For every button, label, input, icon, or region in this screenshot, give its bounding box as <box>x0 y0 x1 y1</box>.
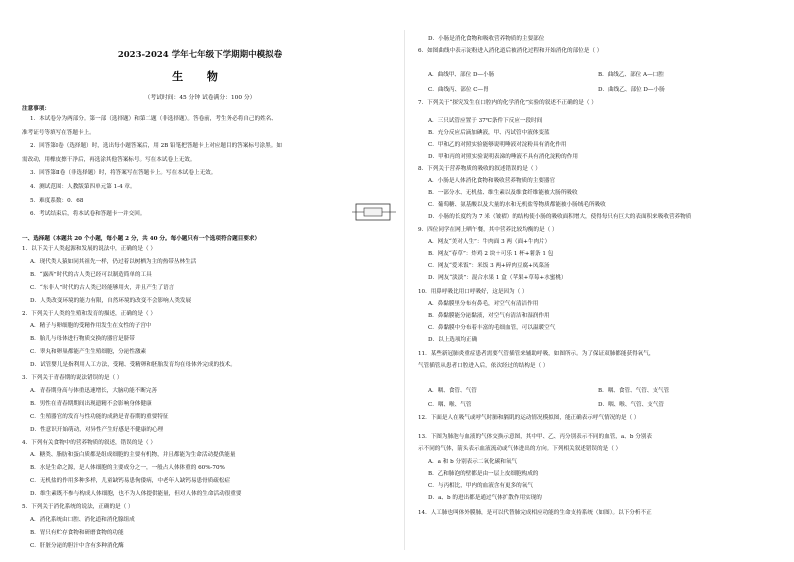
answer-option: C．鼻黏膜中分布着丰富的毛细血管，可以温暖空气 <box>428 325 556 331</box>
note-line: 需改动，用橡皮擦干净后，再选涂其他答案标号。写在本试卷上无效。 <box>22 156 196 163</box>
answer-option: A．a 和 b 分别表示二氧化碳和氧气 <box>428 459 518 465</box>
answer-option: D．甲和丙的对照实验说明表涕的唾液不具有消化淀粉的作用 <box>428 154 578 160</box>
answer-option: D．试管婴儿是指利用人工方法，受精、受精卵和胚胎发育均在母体外完成的技术。 <box>30 362 236 369</box>
diagram-inner <box>364 208 382 216</box>
subject-title: 生 物 <box>172 70 228 83</box>
note-line: 1．本试卷分为两部分。第一部（选择题）和第二题（非选择题）。答卷前，考生务必将自己的姓名、 <box>30 116 277 122</box>
answer-option: A．网友“美对人生”：牛肉面 3 两（面+牛肉片） <box>428 239 551 245</box>
answer-option: C．“东非人”时代的古人类已经能够用火，并且产生了语言 <box>30 284 175 291</box>
answer-option: B．水是生命之源，是人体细胞的主要成分之一，一般占人体体重的 60%-70% <box>30 465 225 472</box>
note-line: 准考证号等填写在答题卡上。 <box>22 129 95 136</box>
question-stem: 10．用鼻呼吸比用口呼吸好，这是因为（ ） <box>418 289 528 295</box>
notes-heading: 注意事项： <box>22 106 50 112</box>
answer-option: A．现代类人猿如同其祖先一样，仍过着以树栖为主的热带丛林生活 <box>30 258 197 265</box>
answer-option: B．曲线乙、部位 A—口腔 <box>598 72 664 78</box>
answer-option: D．曲线乙、部位 D—小肠 <box>598 87 665 93</box>
answer-option: C．无机盐的作用多种多样，儿童缺钙易患佝偻病，中老年人缺钙易患骨质疏松症 <box>30 478 231 485</box>
answer-option: B．一部分水、无机盐、维生素以及维食纤维能被大肠所吸收 <box>428 190 578 196</box>
answer-option: D．a、b 的进出都是通过气体扩散作用实现的 <box>428 495 542 501</box>
answer-option: B．充分反应后滴加碘液，甲、丙试管中液体变蓝 <box>428 130 550 136</box>
answer-option: D．以上选项均正确 <box>428 337 478 343</box>
answer-option: A．小肠是人体消化食物和吸收营养物质的主要器官 <box>428 178 556 184</box>
answer-option: C．生殖器官的发育与性功能的成熟是青春期的重要特征 <box>30 413 169 420</box>
answer-option: B．咽、食管、气管、支气管 <box>598 388 670 394</box>
answer-option: D．咽、喉、气管、支气管 <box>598 402 665 408</box>
section-one-heading: 一、选择题（本题共 20 个小题，每小题 2 分，共 40 分。每小题只有一个选项符合题目要求） <box>22 236 261 242</box>
right-column <box>412 0 794 562</box>
answer-option: C．咽、喉、气管 <box>428 402 472 408</box>
question-stem: 5．下列关于消化系统的说法，正确的是（ ） <box>22 504 134 510</box>
exam-title: 2023-2024 学年七年级下学期期中模拟卷 <box>117 50 283 60</box>
answer-option: B．网友“春草”：炸鸡 2 块＋可乐 1 杯+薯条 1 包 <box>428 251 554 257</box>
answer-option: B．男性在青春期期间出现遗精不会影响身体健康 <box>30 400 152 407</box>
question-stem: 13．下图为肺泡与血液的气体交换示意图，其中甲、乙、丙分别表示不同的血管，a、b 分别表 <box>418 434 652 440</box>
answer-option: B．胃只有贮存食物和研磨食物的功能 <box>30 529 124 536</box>
answer-option: 示不同的气体，箭头表示血液流动或气体进出的方向。下列相关叙述错误的是（ ） <box>418 446 622 452</box>
answer-option: C．与丙相比，甲内的血液含有更多的氧气 <box>428 483 533 489</box>
question-stem: 7．下列关于“探究发生在口腔内的化学消化”实验的叙述不正确的是（ ） <box>418 100 597 106</box>
question-stem: 3．下列关于青春期的说法错误的是（ ） <box>22 375 123 381</box>
question-stem: 4．下列有关食物中的营养物质的叙述，错误的是（ ） <box>22 439 156 446</box>
answer-option: C．网友“爱米饭”：米饭 3 两+碎肉豆腐+凤菜汤 <box>428 263 550 269</box>
answer-option: B．“露西”时代的古人类已经可以制造简单的工具 <box>30 271 152 278</box>
note-line: 3．回答第Ⅱ卷（非选择题）时，将答案写在答题卡上。写在本试卷上无效。 <box>30 170 217 177</box>
answer-option: A．咽、食管、气管 <box>428 388 477 394</box>
note-line: 5．难度系数：0．68 <box>30 197 84 204</box>
question-stem: 11．某些新冠肺炎重症患者需要气管插管来辅助呼吸，如图所示。为了保证双肺都能获得氧气， <box>418 351 655 357</box>
answer-option: A．鼻黏膜里分布有鼻毛，对空气有清洁作用 <box>428 301 539 307</box>
answer-option: D．性意识开始萌动，对异性产生好感是不健康的心理 <box>30 426 164 433</box>
answer-option: D．网友“淡淡”：混合水果 1 盒（苹果+草莓+水蜜桃） <box>428 275 567 281</box>
answer-option: A．青春期身高与体重迅速增长，大脑功能不断完善 <box>30 387 158 394</box>
question-stem: 9．四位同学在网上晒午餐，其中营养比较均衡的是（ ） <box>418 227 558 233</box>
answer-option: C．曲线丙、部位 C—胃 <box>428 87 489 93</box>
question-stem: 12．下面是人在吸气或呼气时肺和膈肌的运动情况模拟图，能正确表示呼气情况的是（ ） <box>418 415 640 421</box>
answer-option: A．三只试管应置于 37℃条件下反应一段时间 <box>428 118 543 124</box>
column-divider <box>404 30 405 550</box>
answer-option: C．睾丸和卵巢都能产生生殖细胞，分泌性激素 <box>30 349 147 356</box>
note-line: 4．测试范围：人教版第四单元第 1-4 章。 <box>30 184 136 190</box>
answer-option: C．甲和乙的对照实验能够说明唾液对淀粉具有消化作用 <box>428 142 567 148</box>
question-stem: 1．以下关于人类起源和发展的说法中，正确的是（ ） <box>22 246 156 252</box>
note-line: 2．回答第Ⅰ卷（选择题）时，选出每小题答案后，用 2B 铅笔把答题卡上对应题目的答案标号涂黑。如 <box>30 143 282 150</box>
question-stem: 8．下列关于营养物质的吸收的叙述错误的是（ ） <box>418 166 541 172</box>
tube-diagram <box>352 200 396 226</box>
answer-option: 气管插管从患者口腔进入后，依次经过的结构是（ ） <box>418 363 549 369</box>
answer-option: D．小肠的长度约为 7 米（皱褶）的结构使小肠的吸收面积增大，使得每只有巨大的表面积来吸收营养物质 <box>428 214 692 220</box>
answer-option: B．胎儿与母体进行物质交换的器官是脐带 <box>30 336 135 343</box>
answer-option: D．维生素既不参与构成人体细胞，也不为人体提供能量，但对人体的生命活动很重要 <box>30 491 242 498</box>
answer-option: A．曲线甲、部位 D—小肠 <box>428 72 495 78</box>
question-stem: 6．如图曲线中表示淀粉进入消化道后被消化过程和开始消化的部位是（ ） <box>418 48 603 54</box>
answer-option: C．葡萄糖、氨基酸以及大量的水和无机盐等物质都能被小肠绒毛所吸收 <box>428 202 606 208</box>
question-stem: 14．人工肺也叫体外膜肺，是可以代替肺完成相应功能的生命支持系统（如图）。以下分析不正 <box>418 510 652 516</box>
answer-option: C．肝脏分泌的胆汁中含有多种消化酶 <box>30 542 124 549</box>
note-line: 6．考试结束后，将本试卷和答题卡一并交回。 <box>30 211 146 218</box>
exam-info: （考试时间：45 分钟 试卷满分：100 分） <box>144 95 256 101</box>
question-stem: 2．下列关于人类的生殖和发育的描述，正确的是（ ） <box>22 310 156 317</box>
answer-option: D．人类改变环境的能力有限，自然环境的改变不会影响人类发展 <box>30 297 192 304</box>
answer-option: A．消化系统由口腔、消化道和消化腺组成 <box>30 516 135 523</box>
answer-option: A．精子与卵细胞的受精作用发生在女性的子宫中 <box>30 323 152 330</box>
answer-option: D．小肠是消化食物和吸收营养物质的主要部位 <box>428 36 545 42</box>
answer-option: B．鼻黏膜能分泌黏液，对空气有清洁和湿润作用 <box>428 313 550 319</box>
answer-option: A．糖类、脂肪和蛋白质都是组成细胞的主要有机物，并且都能为生命活动提供能量 <box>30 452 236 459</box>
answer-option: B．乙和肺泡的壁都是由一层上皮细胞构成的 <box>428 471 539 477</box>
